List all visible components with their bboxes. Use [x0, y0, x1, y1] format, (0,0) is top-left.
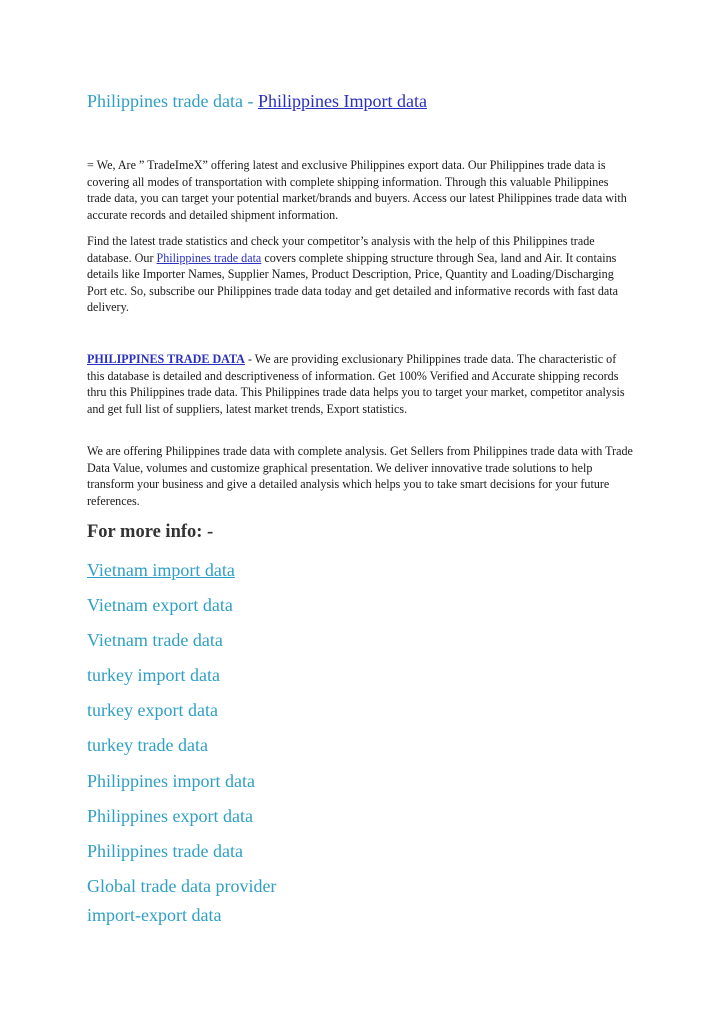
- link-label: Vietnam import data: [87, 560, 235, 580]
- link-vietnam-import-data[interactable]: [87, 558, 276, 593]
- link-label: Philippines trade data: [87, 840, 243, 861]
- page-title: [87, 91, 427, 112]
- paragraph-statistics-text-1: Find the latest trade statistics and check your competitor’s analysis with the help of this Philippines trade database. Our: [87, 234, 595, 265]
- title-prefix: Philippines trade data -: [87, 91, 258, 111]
- link-vietnam-export-data[interactable]: [87, 593, 276, 628]
- link-philippines-trade-data[interactable]: [87, 839, 276, 874]
- paragraph-statistics-text-2: covers complete shipping structure through Sea, land and Air. It contains details like Importer Names, Supplier Names, Product Description, Price, Quantity and Loading/Discharging Port etc. So, subscribe our Philippines trade data today and get detailed and informative records with fast data delivery.: [87, 250, 618, 315]
- link-global-trade-data-provider[interactable]: [87, 874, 276, 903]
- link-vietnam-trade-data[interactable]: [87, 628, 276, 663]
- link-label: turkey import data: [87, 665, 220, 686]
- paragraph-exclusionary: [87, 351, 635, 417]
- link-turkey-import-data[interactable]: [87, 663, 276, 698]
- link-label: Philippines import data: [87, 770, 255, 791]
- link-label: Philippines export data: [87, 805, 253, 826]
- paragraph-intro: = We, Are ” TradeImeX” offering latest and exclusive Philippines export data. Our Philippines trade data is covering all modes of transportation with complete shipping information. Through this valuable Philippines trade data, you can target your potential market/brands and buyers. Access our latest Philippines trade data with accurate records and detailed shipment information.: [87, 158, 627, 222]
- paragraph-analysis: We are offering Philippines trade data with complete analysis. Get Sellers from Philippines trade data with Trade Data Value, volumes and customize graphical presentation. We deliver innovative trade solutions to help transform your business and give a detailed analysis which helps you to take smart decisions for your future references.: [87, 444, 633, 508]
- link-philippines-export-data[interactable]: [87, 804, 276, 839]
- link-label: Global trade data provider: [87, 875, 277, 896]
- link-philippines-import-data[interactable]: [87, 769, 276, 804]
- bold-link-philippines-trade-data[interactable]: PHILIPPINES TRADE DATA: [87, 352, 245, 366]
- title-link-philippines-import-data[interactable]: Philippines Import data: [257, 91, 427, 111]
- link-label: Vietnam export data: [87, 595, 233, 616]
- link-turkey-export-data[interactable]: [87, 698, 276, 733]
- inline-link-philippines-trade-data[interactable]: Philippines trade data: [156, 250, 262, 265]
- link-import-export-data[interactable]: [87, 903, 276, 938]
- more-info-link-list: [87, 558, 276, 938]
- link-turkey-trade-data[interactable]: [87, 733, 276, 768]
- link-label: import-export data: [87, 904, 222, 925]
- link-label: turkey trade data: [87, 735, 208, 756]
- paragraph-statistics: [87, 233, 635, 316]
- link-label: turkey export data: [87, 700, 218, 721]
- link-label: Vietnam trade data: [87, 630, 223, 651]
- paragraph-exclusionary-text: - We are providing exclusionary Philippines trade data. The characteristic of this database is detailed and descriptiveness of information. Get 100% Verified and Accurate shipping records thru this Philippines trade data. This Philippines trade data helps you to target your market, competitor analysis and get full list of suppliers, latest market trends, Export statistics.: [87, 352, 625, 416]
- more-info-heading: For more info: -: [87, 522, 214, 542]
